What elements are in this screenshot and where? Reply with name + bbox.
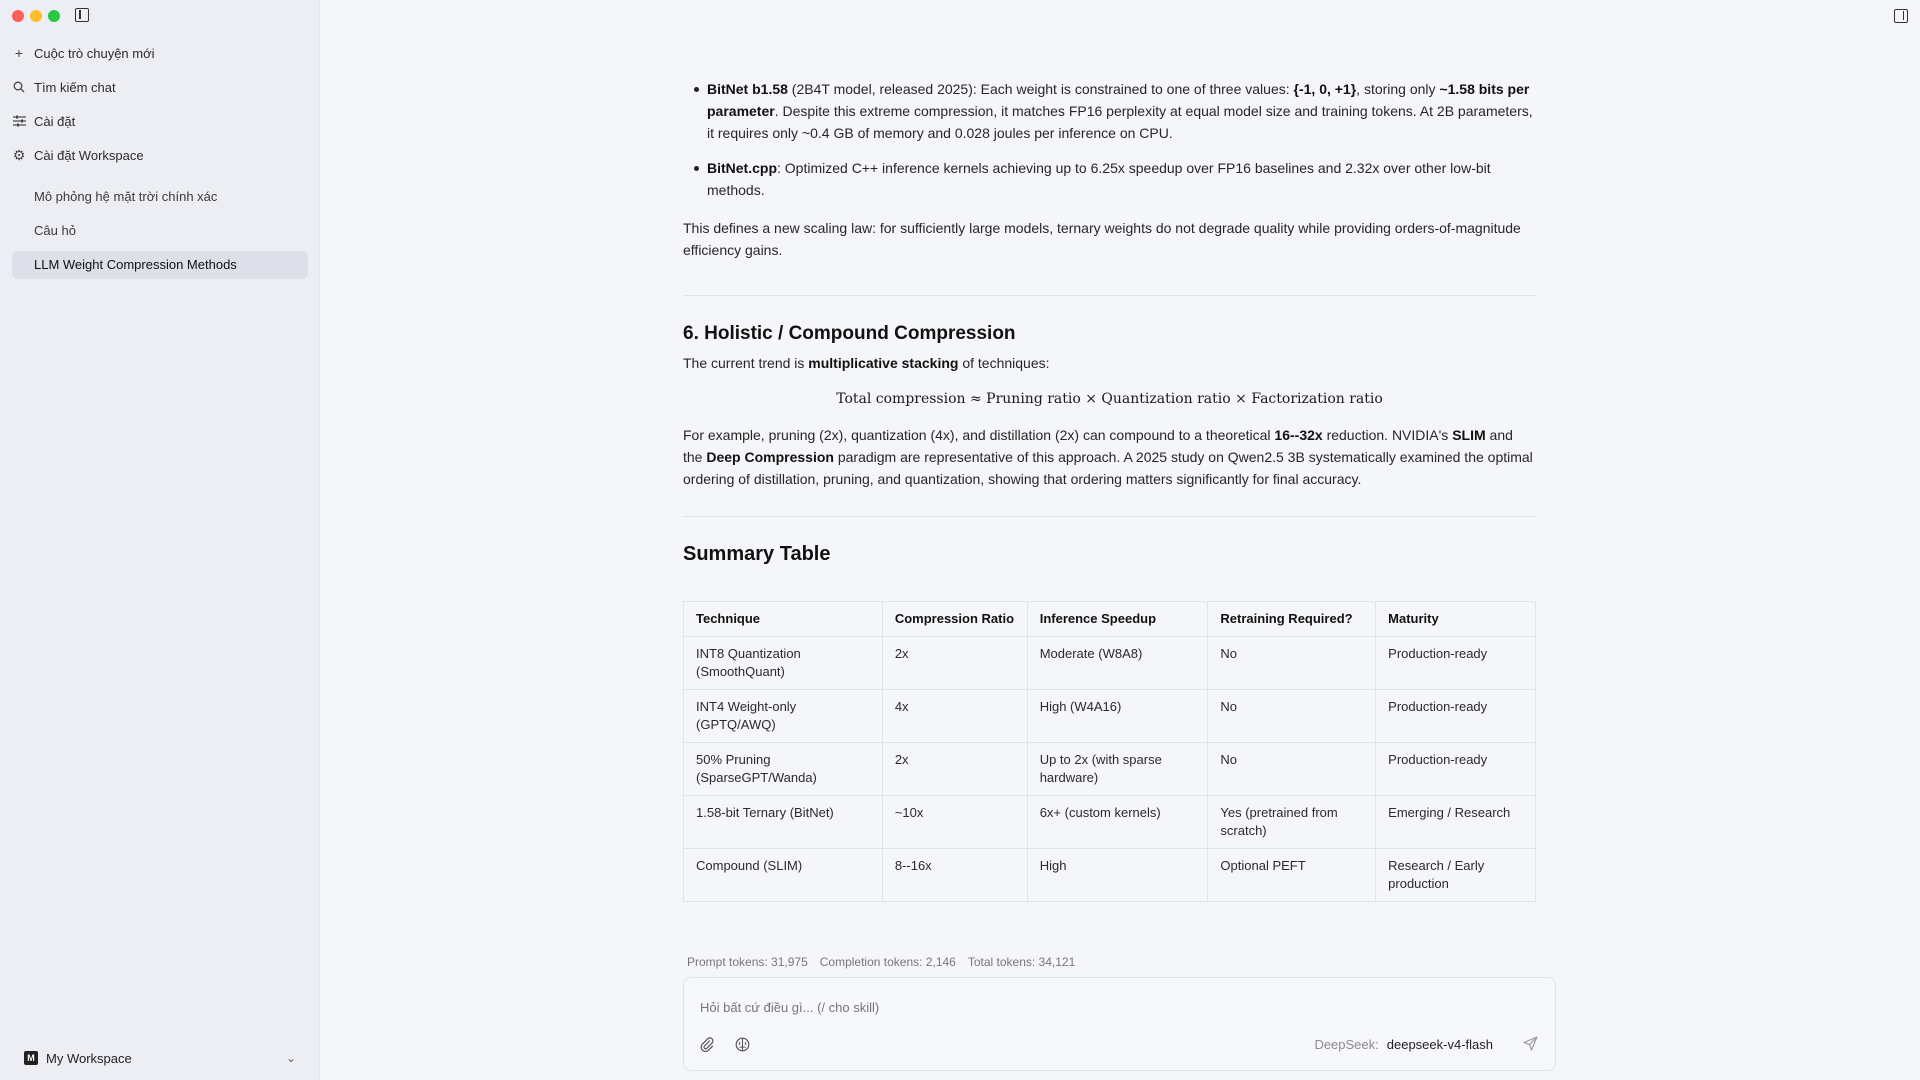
table-header: Retraining Required?	[1208, 602, 1376, 637]
table-cell: Moderate (W8A8)	[1027, 637, 1208, 690]
completion-tokens: Completion tokens: 2,146	[819, 955, 956, 969]
table-row	[684, 743, 1536, 796]
bold-term: 16--32x	[1274, 427, 1323, 443]
table-header-row	[684, 602, 1536, 637]
search-chat-button[interactable]	[0, 70, 320, 104]
chevron-down-icon: ⌄	[285, 1051, 296, 1065]
model-provider: DeepSeek:	[1314, 1037, 1379, 1052]
text-span: of techniques:	[958, 355, 1050, 371]
bitnet-list	[683, 78, 1536, 201]
chat-input[interactable]	[700, 1000, 1460, 1015]
summary-heading: Summary Table	[683, 543, 831, 565]
bits-per-parameter: ~1.58 bits per parameter	[707, 81, 1530, 119]
toggle-right-panel-icon[interactable]	[1894, 9, 1908, 23]
message-composer	[683, 977, 1556, 1071]
table-cell: 8--16x	[882, 849, 1027, 902]
text-span: , storing only	[1356, 81, 1440, 97]
table-cell: High (W4A16)	[1027, 690, 1208, 743]
brain-icon[interactable]	[734, 1036, 750, 1052]
sidebar	[0, 0, 320, 1080]
minimize-window-button[interactable]	[30, 10, 42, 22]
table-cell: Production-ready	[1376, 637, 1536, 690]
close-window-button[interactable]	[12, 10, 24, 22]
maximize-window-button[interactable]	[48, 10, 60, 22]
workspace-badge: M	[24, 1051, 38, 1065]
chat-item[interactable]: Câu hỏ	[34, 223, 76, 238]
new-chat-label: Cuộc trò chuyện mới	[34, 45, 155, 61]
text-span: . Despite this extreme compression, it matches FP16 perplexity at equal model size and training tokens. At 2B parameters, it requires only ~0.4 GB of memory and 0.028 joules per inference on CPU.	[707, 103, 1533, 141]
table-cell: High	[1027, 849, 1208, 902]
table-cell: Production-ready	[1376, 690, 1536, 743]
settings-button[interactable]	[0, 104, 320, 138]
table-cell: Research / Early production	[1376, 849, 1536, 902]
ternary-values: {-1, 0, +1}	[1293, 81, 1357, 97]
search-icon	[12, 80, 26, 94]
table-row	[684, 849, 1536, 902]
table-cell: Up to 2x (with sparse hardware)	[1027, 743, 1208, 796]
list-item	[707, 157, 1536, 201]
paperclip-icon[interactable]	[699, 1036, 715, 1052]
token-usage	[687, 955, 1075, 969]
table-cell: No	[1208, 690, 1376, 743]
table-row	[684, 796, 1536, 849]
text-span: and the	[683, 427, 1513, 465]
bold-term: SLIM	[1452, 427, 1486, 443]
trend-paragraph	[683, 352, 1536, 374]
table-cell: 2x	[882, 743, 1027, 796]
text-span: : Optimized C++ inference kernels achieving up to 6.25x speedup over FP16 baselines and 2.32x over other low-bit methods.	[707, 160, 1491, 198]
workspace-settings-label: Cài đặt Workspace	[34, 147, 144, 163]
table-cell: ~10x	[882, 796, 1027, 849]
model-selector[interactable]	[1314, 1037, 1493, 1052]
table-cell: No	[1208, 637, 1376, 690]
chat-history	[0, 183, 320, 285]
text-span: For example, pruning (2x), quantization (4x), and distillation (2x) can compound to a theoretical	[683, 427, 1275, 443]
text-span: (2B4T model, released 2025): Each weight is constrained to one of three values:	[787, 81, 1294, 97]
table-cell: 2x	[882, 637, 1027, 690]
table-header: Maturity	[1376, 602, 1536, 637]
section-heading: 6. Holistic / Compound Compression	[683, 323, 1016, 344]
table-cell: Optional PEFT	[1208, 849, 1376, 902]
chat-item-active[interactable]: LLM Weight Compression Methods	[12, 251, 308, 279]
table-header: Inference Speedup	[1027, 602, 1208, 637]
window-controls	[12, 10, 60, 22]
prompt-tokens: Prompt tokens: 31,975	[687, 955, 808, 969]
plus-icon: +	[14, 45, 24, 61]
send-icon[interactable]	[1523, 1036, 1539, 1052]
table-header: Compression Ratio	[882, 602, 1027, 637]
new-chat-button[interactable]	[0, 36, 320, 70]
divider	[683, 295, 1536, 296]
table-cell: 1.58-bit Ternary (BitNet)	[684, 796, 883, 849]
table-row	[684, 690, 1536, 743]
model-name: deepseek-v4-flash	[1386, 1037, 1493, 1052]
chat-item[interactable]: Mô phỏng hệ mặt trời chính xác	[34, 189, 218, 204]
divider	[683, 516, 1536, 517]
bitnet-term: BitNet b1.58	[707, 81, 788, 97]
summary-table	[683, 601, 1536, 902]
total-tokens: Total tokens: 34,121	[967, 955, 1076, 969]
bold-term: multiplicative stacking	[808, 355, 959, 371]
collapse-sidebar-icon[interactable]	[75, 8, 89, 22]
table-row	[684, 637, 1536, 690]
table-cell: 50% Pruning (SparseGPT/Wanda)	[684, 743, 883, 796]
bold-term: Deep Compression	[706, 449, 834, 465]
table-header: Technique	[684, 602, 883, 637]
text-span: The current trend is	[683, 355, 809, 371]
settings-label: Cài đặt	[34, 113, 76, 129]
bitnet-cpp-term: BitNet.cpp	[707, 160, 777, 176]
table-cell: Production-ready	[1376, 743, 1536, 796]
workspace-switcher[interactable]	[24, 1046, 296, 1070]
sidebar-nav	[0, 36, 320, 172]
scaling-paragraph: This defines a new scaling law: for sufficiently large models, ternary weights do not degrade quality while providing orders-of-magnitude efficiency gains.	[683, 220, 1521, 258]
table-cell: 4x	[882, 690, 1027, 743]
message-content	[683, 78, 1536, 902]
table-cell: INT8 Quantization (SmoothQuant)	[684, 637, 883, 690]
table-cell: Yes (pretrained from scratch)	[1208, 796, 1376, 849]
list-item	[707, 78, 1536, 144]
table-cell: No	[1208, 743, 1376, 796]
example-paragraph	[683, 424, 1536, 490]
text-span: reduction. NVIDIA's	[1322, 427, 1453, 443]
workspace-label: My Workspace	[46, 1050, 132, 1066]
table-cell: INT4 Weight-only (GPTQ/AWQ)	[684, 690, 883, 743]
gear-icon: ⚙	[12, 146, 26, 163]
text-span: paradigm are representative of this approach. A 2025 study on Qwen2.5 3B systematically examined the optimal ordering of distillation, pruning, and quantization, showing that ordering matters significantly for final accuracy.	[683, 449, 1533, 487]
table-cell: 6x+ (custom kernels)	[1027, 796, 1208, 849]
search-chat-label: Tìm kiếm chat	[34, 79, 116, 95]
compression-formula: Total compression ≈ Pruning ratio × Quantization ratio × Factorization ratio	[836, 391, 1383, 407]
table-cell: Emerging / Research	[1376, 796, 1536, 849]
table-cell: Compound (SLIM)	[684, 849, 883, 902]
workspace-settings-button[interactable]	[0, 138, 320, 172]
sliders-icon	[12, 114, 26, 128]
